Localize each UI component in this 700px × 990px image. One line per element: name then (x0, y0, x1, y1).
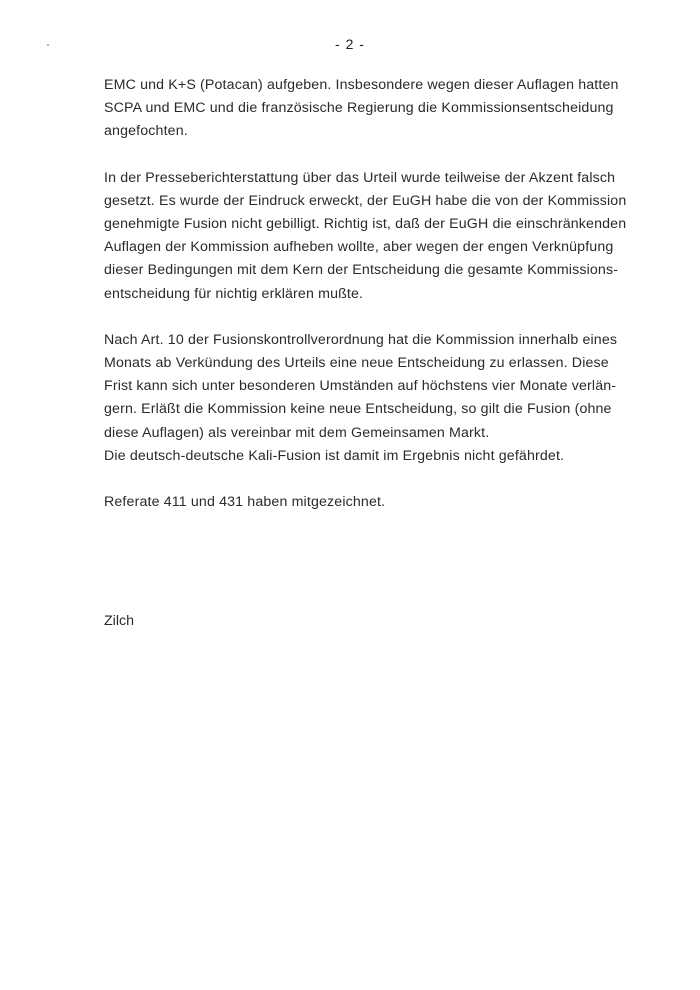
paragraph-press-coverage (104, 167, 644, 306)
text-line: Monats ab Verkündung des Urteils eine neue Entscheidung zu erlassen. Diese (104, 355, 609, 372)
text-line: Frist kann sich unter besonderen Umständen auf höchstens vier Monate verlän- (104, 378, 617, 395)
text-line: gesetzt. Es wurde der Eindruck erweckt, der EuGH habe die von der Kommission (104, 192, 627, 209)
text-line: entscheidung für nichtig erklären mußte. (104, 285, 364, 302)
text-line: EMC und K+S (Potacan) aufgeben. Insbesondere wegen dieser Auflagen hatten (104, 77, 619, 93)
paragraph-merger-regulation (104, 329, 644, 468)
text-line: SCPA und EMC und die französische Regierung die Kommissionsentscheidung (104, 100, 614, 117)
document-body (104, 74, 644, 514)
text-line: angefochten. (104, 123, 188, 140)
paragraph-cosign (104, 491, 644, 514)
text-line: genehmigte Fusion nicht gebilligt. Richtig ist, daß der EuGH die einschränkenden (104, 216, 627, 233)
text-line: Referate 411 und 431 haben mitgezeichnet. (104, 494, 386, 511)
text-line: Die deutsch-deutsche Kali-Fusion ist damit im Ergebnis nicht gefährdet. (104, 447, 565, 464)
page-number: - 2 - (335, 36, 365, 52)
text-line: Nach Art. 10 der Fusionskontrollverordnung hat die Kommission innerhalb eines (104, 331, 618, 348)
text-line: In der Presseberichterstattung über das Urteil wurde teilweise der Akzent falsch (104, 169, 616, 186)
paragraph-appeal (104, 74, 644, 144)
text-line: Auflagen der Kommission aufheben wollte, aber wegen der engen Verknüpfung (104, 239, 614, 256)
text-line: diese Auflagen) als vereinbar mit dem Gemeinsamen Markt. (104, 424, 490, 441)
text-line: dieser Bedingungen mit dem Kern der Entscheidung die gesamte Kommissions- (104, 262, 619, 279)
signature-name: Zilch (104, 613, 134, 629)
text-line: gern. Erläßt die Kommission keine neue Entscheidung, so gilt die Fusion (ohne (104, 401, 612, 418)
